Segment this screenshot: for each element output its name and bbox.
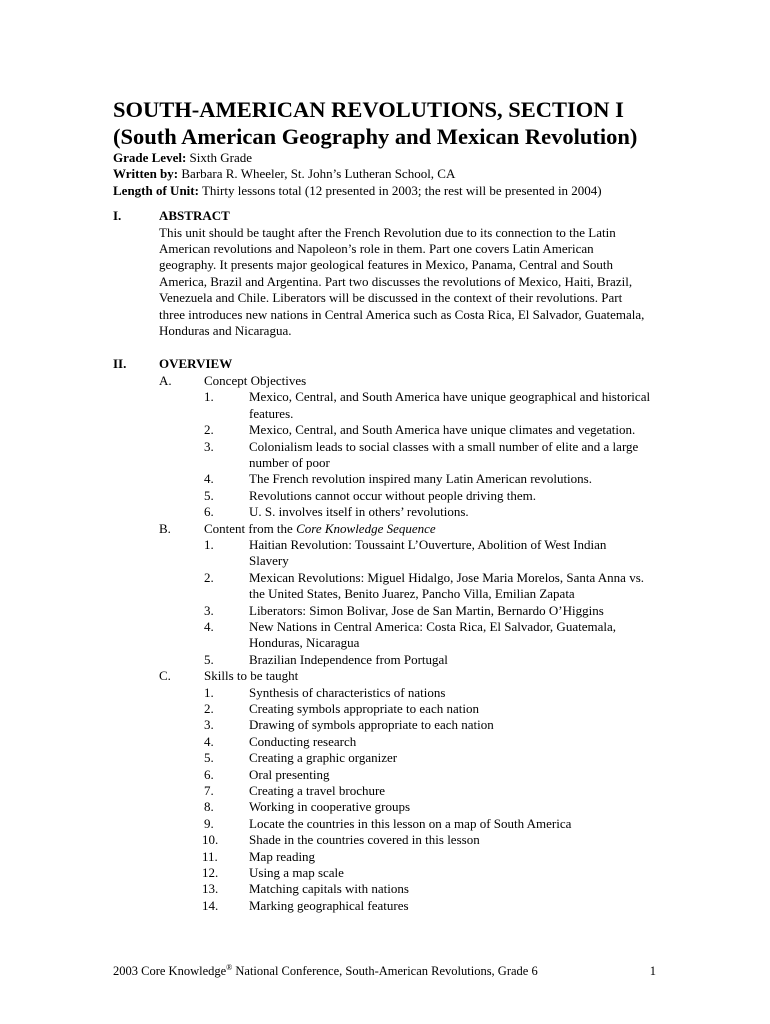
list-item <box>204 619 683 652</box>
footer-text <box>113 964 538 978</box>
list-item <box>204 504 683 520</box>
title-line-2: (South American Geography and Mexican Revolution) <box>113 124 638 149</box>
list-item <box>204 881 683 897</box>
list-item <box>204 865 683 881</box>
item-text-line: Slavery <box>249 553 289 569</box>
item-number: 3. <box>204 717 214 733</box>
list-item <box>204 799 683 815</box>
concept-objectives-list <box>204 389 683 520</box>
list-item <box>204 389 683 422</box>
item-text-line: Creating symbols appropriate to each nation <box>249 701 479 716</box>
list-item <box>204 734 683 750</box>
abstract-line: This unit should be taught after the French Revolution due to its connection to the Latin <box>159 224 616 240</box>
item-number: 8. <box>204 799 214 815</box>
length-row <box>113 183 683 199</box>
item-text-line: number of poor <box>249 454 330 470</box>
abstract-section <box>113 208 683 339</box>
item-text-line: Haitian Revolution: Toussaint L’Ouverture, Abolition of West Indian <box>249 536 607 552</box>
grade-level-row <box>113 150 683 166</box>
item-text-line: Creating a travel brochure <box>249 783 386 799</box>
footer-text-before: 2003 Core Knowledge <box>113 964 227 978</box>
list-item <box>204 832 683 848</box>
list-item <box>204 767 683 783</box>
item-number: 3. <box>204 602 214 618</box>
author-value: Barbara R. Wheeler, St. John’s Lutheran School, CA <box>181 166 456 182</box>
abstract-numeral: I. <box>113 208 122 224</box>
length-label: Length of Unit: <box>113 182 199 198</box>
item-text-line: Mexican Revolutions: Miguel Hidalgo, Jose Maria Morelos, Santa Anna vs. <box>249 569 645 585</box>
item-number: 3. <box>204 438 214 454</box>
skills-list <box>204 685 683 915</box>
abstract-line: geography. It presents major geological features in Mexico, Panama, Central and South <box>159 257 614 273</box>
skills-heading: Skills to be taught <box>204 668 299 684</box>
author-row <box>113 166 683 182</box>
item-text-line: The French revolution inspired many Latin American revolutions. <box>249 471 592 487</box>
abstract-paragraph <box>159 225 683 340</box>
page-number: 1 <box>649 964 656 978</box>
item-text-line: Mexico, Central, and South America have unique geographical and historical <box>249 389 651 405</box>
item-number: 1. <box>204 536 214 552</box>
item-text-line: Conducting research <box>249 733 357 749</box>
length-value: Thirty lessons total (12 presented in 2003; the rest will be presented in 2004) <box>201 182 602 198</box>
content-sequence-block <box>159 521 683 669</box>
item-text-line: Marking geographical features <box>249 897 409 913</box>
item-text-line: New Nations in Central America: Costa Rica, El Salvador, Guatemala, <box>249 618 616 634</box>
item-number: 5. <box>204 651 214 667</box>
item-number: 5. <box>204 487 214 503</box>
overview-heading: OVERVIEW <box>159 356 233 372</box>
item-text-line: Oral presenting <box>249 766 330 782</box>
item-text-line: Brazilian Independence from Portugal <box>249 651 448 667</box>
item-text-line: Map reading <box>249 848 316 864</box>
item-text-line: Synthesis of characteristics of nations <box>249 684 446 700</box>
content-heading-italic: Core Knowledge Sequence <box>296 520 436 536</box>
list-item <box>204 537 683 570</box>
title-line-1: SOUTH-AMERICAN REVOLUTIONS, SECTION I <box>113 97 624 122</box>
list-item <box>204 717 683 733</box>
content-heading-prefix: Content from the <box>204 520 297 536</box>
item-text-line: the United States, Benito Juarez, Pancho Villa, Emilian Zapata <box>249 586 575 602</box>
skills-block <box>159 668 683 914</box>
content-sequence-list <box>204 537 683 668</box>
grade-level-label: Grade Level: <box>113 150 187 165</box>
list-item <box>204 816 683 832</box>
item-number: 11. <box>202 848 218 864</box>
item-text-line: Drawing of symbols appropriate to each nation <box>249 717 494 733</box>
item-text-line: Honduras, Nicaragua <box>249 635 360 651</box>
abstract-line: Honduras and Nicaragua. <box>159 323 292 339</box>
overview-section <box>113 356 683 914</box>
abstract-line: American revolutions and Napoleon’s role in them. Part one covers Latin American <box>159 241 594 257</box>
list-item <box>204 849 683 865</box>
list-item <box>204 570 683 603</box>
item-number: 13. <box>202 881 219 897</box>
item-text-line: Colonialism leads to social classes with a small number of elite and a large <box>249 438 639 454</box>
item-text-line: Working in cooperative groups <box>249 799 411 815</box>
list-item <box>204 898 683 914</box>
list-item <box>204 685 683 701</box>
item-number: 10. <box>202 832 219 848</box>
content-sequence-heading <box>204 521 683 537</box>
grade-level-value: Sixth Grade <box>189 150 253 165</box>
item-text-line: Liberators: Simon Bolivar, Jose de San Martin, Bernardo O’Higgins <box>249 602 604 618</box>
item-number: 1. <box>204 389 214 405</box>
abstract-line: Venezuela and Chile. Liberators will be discussed in the context of their revolutions. Part <box>159 290 623 306</box>
list-item <box>204 422 683 438</box>
abstract-line: America, Brazil and Argentina. Part two discusses the revolutions of Mexico, Haiti, Brazil, <box>159 273 633 289</box>
unit-metadata <box>113 150 683 199</box>
item-text-line: Mexico, Central, and South America have unique climates and vegetation. <box>249 422 636 438</box>
item-number: 6. <box>204 766 214 782</box>
page-content <box>113 96 683 914</box>
item-number: 14. <box>202 897 219 913</box>
list-item <box>204 488 683 504</box>
abstract-heading: ABSTRACT <box>159 208 230 224</box>
item-number: 4. <box>204 733 214 749</box>
list-item <box>204 701 683 717</box>
overview-numeral: II. <box>113 356 127 372</box>
item-number: 2. <box>204 569 214 585</box>
subsection-letter: C. <box>159 668 171 684</box>
author-label: Written by: <box>113 166 179 182</box>
subsection-letter: B. <box>159 520 171 536</box>
subsection-letter: A. <box>159 372 172 388</box>
item-number: 2. <box>204 422 214 438</box>
page-footer <box>113 963 656 979</box>
registered-mark: ® <box>226 962 233 972</box>
list-item <box>204 783 683 799</box>
list-item <box>204 603 683 619</box>
concept-objectives-block <box>159 373 683 521</box>
item-number: 12. <box>202 865 219 881</box>
item-number: 1. <box>204 684 214 700</box>
list-item <box>204 750 683 766</box>
list-item <box>204 471 683 487</box>
item-text-line: Matching capitals with nations <box>249 881 409 897</box>
item-text-line: Using a map scale <box>249 865 344 881</box>
item-number: 4. <box>204 618 214 634</box>
item-number: 6. <box>204 504 214 520</box>
item-text-line: features. <box>249 405 294 421</box>
document-title <box>113 96 683 150</box>
abstract-line: three introduces new nations in Central America such as Costa Rica, El Salvador, Guatemala, <box>159 306 645 322</box>
item-text-line: Locate the countries in this lesson on a map of South America <box>249 815 572 831</box>
item-number: 4. <box>204 471 214 487</box>
item-number: 5. <box>204 750 214 766</box>
item-text-line: Creating a graphic organizer <box>249 750 398 766</box>
list-item <box>204 439 683 472</box>
footer-text-after: National Conference, South-American Revolutions, Grade 6 <box>232 964 538 978</box>
item-number: 2. <box>204 701 214 716</box>
item-text-line: U. S. involves itself in others’ revolutions. <box>249 504 469 520</box>
item-number: 7. <box>204 783 214 799</box>
list-item <box>204 652 683 668</box>
concept-objectives-heading: Concept Objectives <box>204 372 307 388</box>
item-text-line: Shade in the countries covered in this lesson <box>249 832 480 848</box>
item-number: 9. <box>204 815 214 831</box>
item-text-line: Revolutions cannot occur without people driving them. <box>249 487 537 503</box>
